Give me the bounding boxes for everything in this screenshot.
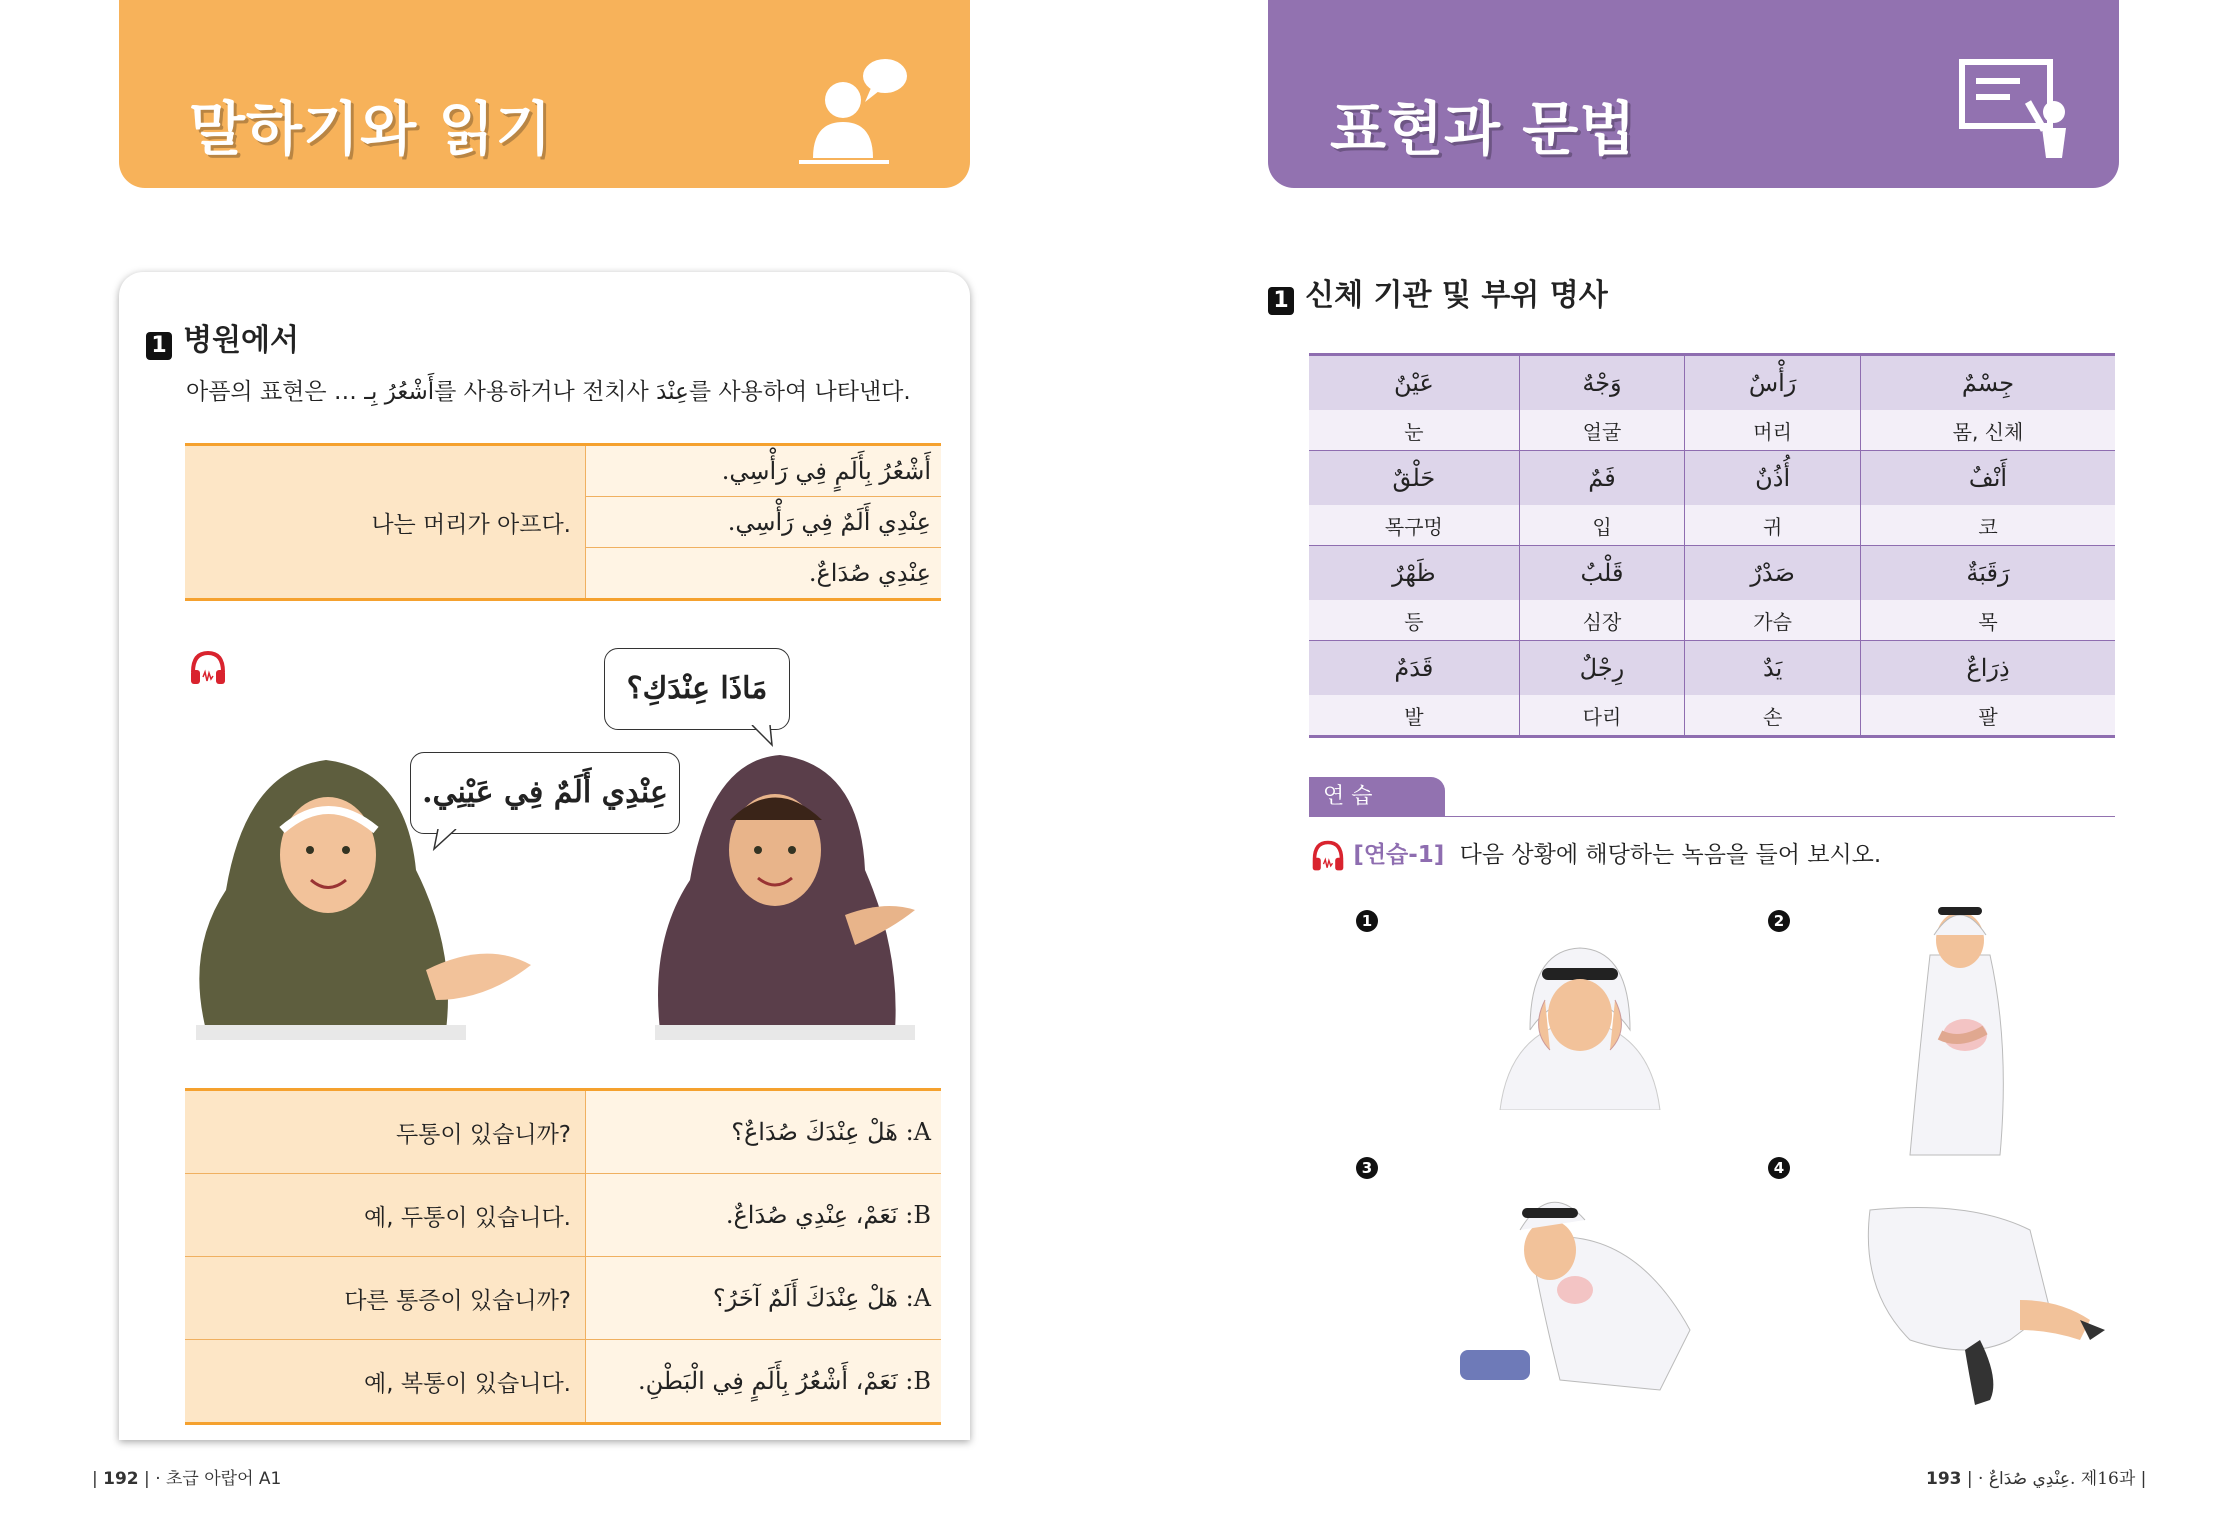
page-number: 192: [103, 1469, 139, 1489]
footer-right: 제16과 .عِنْدِي صُدَاعٌ · | 193 |: [1926, 1469, 2147, 1489]
body-part-korean: 귀: [1685, 505, 1861, 546]
body-part-korean: 몸, 신체: [1861, 410, 2115, 451]
dialog-korean-1: 두통이 있습니까?: [185, 1090, 586, 1174]
dialog-korean-2: 예, 두통이 있습니다.: [185, 1174, 586, 1257]
expression-korean: 나는 머리가 아프다.: [185, 445, 586, 600]
woman-olive-hijab-illustration: [186, 750, 546, 1040]
section-number-badge: 1: [146, 332, 172, 360]
practice-label: [연습-1]: [1353, 842, 1445, 868]
book-title: · 초급 아랍어 A1: [155, 1469, 282, 1489]
body-part-arabic: ظَهْرٌ: [1309, 546, 1519, 601]
body-part-arabic: رِجْلٌ: [1519, 641, 1685, 696]
body-part-arabic: عَيْنٌ: [1309, 355, 1519, 411]
body-part-korean: 발: [1309, 695, 1519, 737]
speaker-person-icon: [799, 48, 919, 168]
dialog-arabic-4: B: نَعَمْ، أَشْعُرُ بِأَلَمٍ فِي الْبَطْنِ.: [586, 1340, 942, 1424]
body-part-arabic: حَلْقٌ: [1309, 451, 1519, 506]
section1-intro: 아픔의 표현은 … أَشْعُرُ بِـ를 사용하거나 전치사 عِنْدَ를 사용하여 나타낸다.: [186, 379, 911, 405]
body-part-korean: 다리: [1519, 695, 1685, 737]
body-part-arabic: أَنْفٌ: [1861, 451, 2115, 506]
left-header: [119, 0, 970, 188]
body-part-arabic: صَدْرٌ: [1685, 546, 1861, 601]
practice-divider: [1445, 816, 2115, 817]
body-part-korean: 얼굴: [1519, 410, 1685, 451]
body-part-arabic: وَجْهٌ: [1519, 355, 1685, 411]
dialog-korean-4: 예, 복통이 있습니다.: [185, 1340, 586, 1424]
man-footpain-illustration: [1850, 1190, 2110, 1410]
body-part-korean: 손: [1685, 695, 1861, 737]
body-part-arabic: رَأْسٌ: [1685, 355, 1861, 411]
man-chestpain-illustration: [1450, 1180, 1710, 1400]
body-part-korean: 코: [1861, 505, 2115, 546]
practice-number-2: 2: [1768, 910, 1790, 932]
body-part-korean: 심장: [1519, 600, 1685, 641]
body-part-arabic: أُذُنٌ: [1685, 451, 1861, 506]
body-part-korean: 입: [1519, 505, 1685, 546]
practice-instruction-line: [1310, 836, 1881, 874]
body-part-korean: 등: [1309, 600, 1519, 641]
left-header-title: 말하기와 읽기: [189, 95, 553, 163]
man-stomachache-illustration: [1880, 895, 2050, 1165]
body-parts-table: [1309, 353, 2115, 738]
practice-tab: 연 습: [1309, 777, 1445, 817]
lesson-title: 제16과 .عِنْدِي صُدَاعٌ ·: [1978, 1469, 2136, 1489]
page-number: 193: [1926, 1469, 1962, 1489]
man-headache-illustration: [1490, 940, 1670, 1110]
body-part-arabic: يَدٌ: [1685, 641, 1861, 696]
section-title: 신체 기관 및 부위 명사: [1305, 278, 1608, 313]
body-part-korean: 팔: [1861, 695, 2115, 737]
body-part-arabic: رَقَبَةٌ: [1861, 546, 2115, 601]
dialog-arabic-2: B: نَعَمْ، عِنْدِي صُدَاعٌ.: [586, 1174, 942, 1257]
dialog-arabic-3: A: هَلْ عِنْدَكَ أَلَمٌ آخَرُ؟: [586, 1257, 942, 1340]
headphones-icon[interactable]: [188, 648, 228, 688]
body-part-korean: 가슴: [1685, 600, 1861, 641]
right-header: [1268, 0, 2119, 188]
speech-bubble-right: [604, 648, 790, 730]
expression-arabic-3: عِنْدِي صُدَاعٌ.: [586, 548, 942, 600]
footer-left: | 192 | · 초급 아랍어 A1: [92, 1469, 282, 1489]
body-part-korean: 눈: [1309, 410, 1519, 451]
dialog-table: [185, 1088, 941, 1425]
headphones-icon[interactable]: [1310, 838, 1346, 874]
practice-number-4: 4: [1768, 1157, 1790, 1179]
body-part-korean: 머리: [1685, 410, 1861, 451]
body-part-arabic: قَدَمٌ: [1309, 641, 1519, 696]
practice-instruction: 다음 상황에 해당하는 녹음을 들어 보시오.: [1459, 842, 1882, 868]
right-header-title: 표현과 문법: [1330, 95, 1637, 163]
dialog-arabic-1: A: هَلْ عِنْدَكَ صُدَاعٌ؟: [586, 1090, 942, 1174]
section1-heading: [146, 315, 299, 360]
body-part-arabic: قَلْبٌ: [1519, 546, 1685, 601]
expression-arabic-2: عِنْدِي أَلَمٌ فِي رَأْسِي.: [586, 497, 942, 548]
body-part-arabic: فَمٌ: [1519, 451, 1685, 506]
expression-arabic-1: أَشْعُرُ بِأَلَمٍ فِي رَأْسِي.: [586, 445, 942, 497]
practice-number-1: 1: [1356, 910, 1378, 932]
section2-heading: [1268, 270, 1608, 315]
expression-table: [185, 443, 941, 601]
teacher-board-icon: [1958, 58, 2078, 158]
body-part-korean: 목: [1861, 600, 2115, 641]
dialog-korean-3: 다른 통증이 있습니까?: [185, 1257, 586, 1340]
speech-bubble-right-text: مَاذَا عِنْدَكِ؟: [626, 671, 768, 706]
body-part-arabic: ذِرَاعٌ: [1861, 641, 2115, 696]
section-title: 병원에서: [183, 323, 300, 358]
woman-purple-hijab-illustration: [650, 750, 930, 1040]
speech-bubble-left-text: عِنْدِي أَلَمٌ فِي عَيْنِي.: [422, 775, 668, 810]
speech-bubble-tail: [750, 725, 780, 749]
body-part-korean: 목구멍: [1309, 505, 1519, 546]
body-part-arabic: جِسْمٌ: [1861, 355, 2115, 411]
section-number-badge: 1: [1268, 287, 1294, 315]
practice-number-3: 3: [1356, 1157, 1378, 1179]
